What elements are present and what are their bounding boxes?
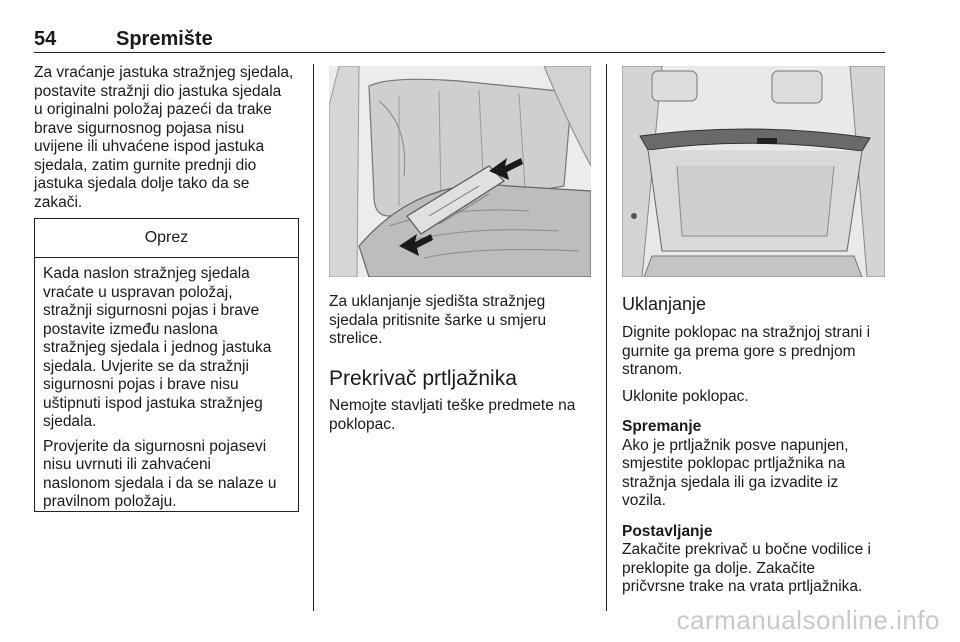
column-right — [622, 324, 888, 605]
watermark: carmanualsonline.info — [676, 605, 940, 635]
luggage-cover-illustration — [622, 66, 885, 277]
subheading: Spremanje — [622, 418, 702, 435]
page-number: 54 — [34, 28, 57, 50]
column-divider — [606, 64, 607, 611]
page-header — [34, 26, 885, 53]
caution-title: Oprez — [35, 219, 298, 258]
caution-paragraph: Kada naslon stražnjeg sjedala vraćate u uspravan položaj, stražnji sigurnosni pojas i brave postavite između naslona stražnjeg sjedala i jednog jastuka sjedala. Uvjerite se da stražnji sigurnosni pojas i brave nisu uštipnuti ispod jastuka stražnjeg sjedala. — [43, 265, 272, 430]
column-left — [34, 64, 302, 220]
body-paragraph: Dignite poklopac na stražnjoj strani i gurnite ga prema gore s prednjom stranom. — [622, 324, 871, 378]
body-paragraph: Zakačite prekrivač u bočne vodilice i preklopite ga dolje. Zakačite pričvrsne trake na vrata prtljažnika. — [622, 541, 871, 595]
illustration-caption: Za uklanjanje sjedišta stražnjeg sjedala pritisnite šarke u smjeru strelice. — [329, 293, 547, 347]
body-paragraph: Ako je prtljažnik posve napunjen, smjestite poklopac prtljažnika na stražnja sjedala ili ga izvadite iz vozila. — [622, 436, 849, 509]
column-divider — [313, 64, 314, 611]
column-middle — [329, 293, 591, 357]
intro-paragraph: Za vraćanje jastuka stražnjeg sjedala, postavite stražnji dio jastuka sjedala u originalni položaj pazeći da trake brave sigurnosnog pojasa nisu uvijene ili uhvaćene ispod jastuka sjedala, zatim gurnite prednji dio jastuka sjedala dolje tako da se zakači. — [34, 64, 294, 211]
section-body — [329, 397, 591, 442]
page-title: Spremište — [116, 28, 213, 50]
caution-paragraph: Provjerite da sigurnosni pojasevi nisu uvrnuti ili zahvaćeni naslonom sjedala i da se nalaze u pravilnom položaju. — [43, 437, 277, 510]
caution-box — [34, 218, 299, 512]
section-heading: Uklanjanje — [622, 294, 707, 314]
subheading: Postavljanje — [622, 522, 713, 540]
body-paragraph: Uklonite poklopac. — [622, 387, 749, 405]
body-paragraph: Nemojte stavljati teške predmete na poklopac. — [329, 397, 576, 433]
rear-seat-illustration — [329, 66, 591, 277]
section-heading: Prekrivač prtljažnika — [329, 367, 517, 390]
